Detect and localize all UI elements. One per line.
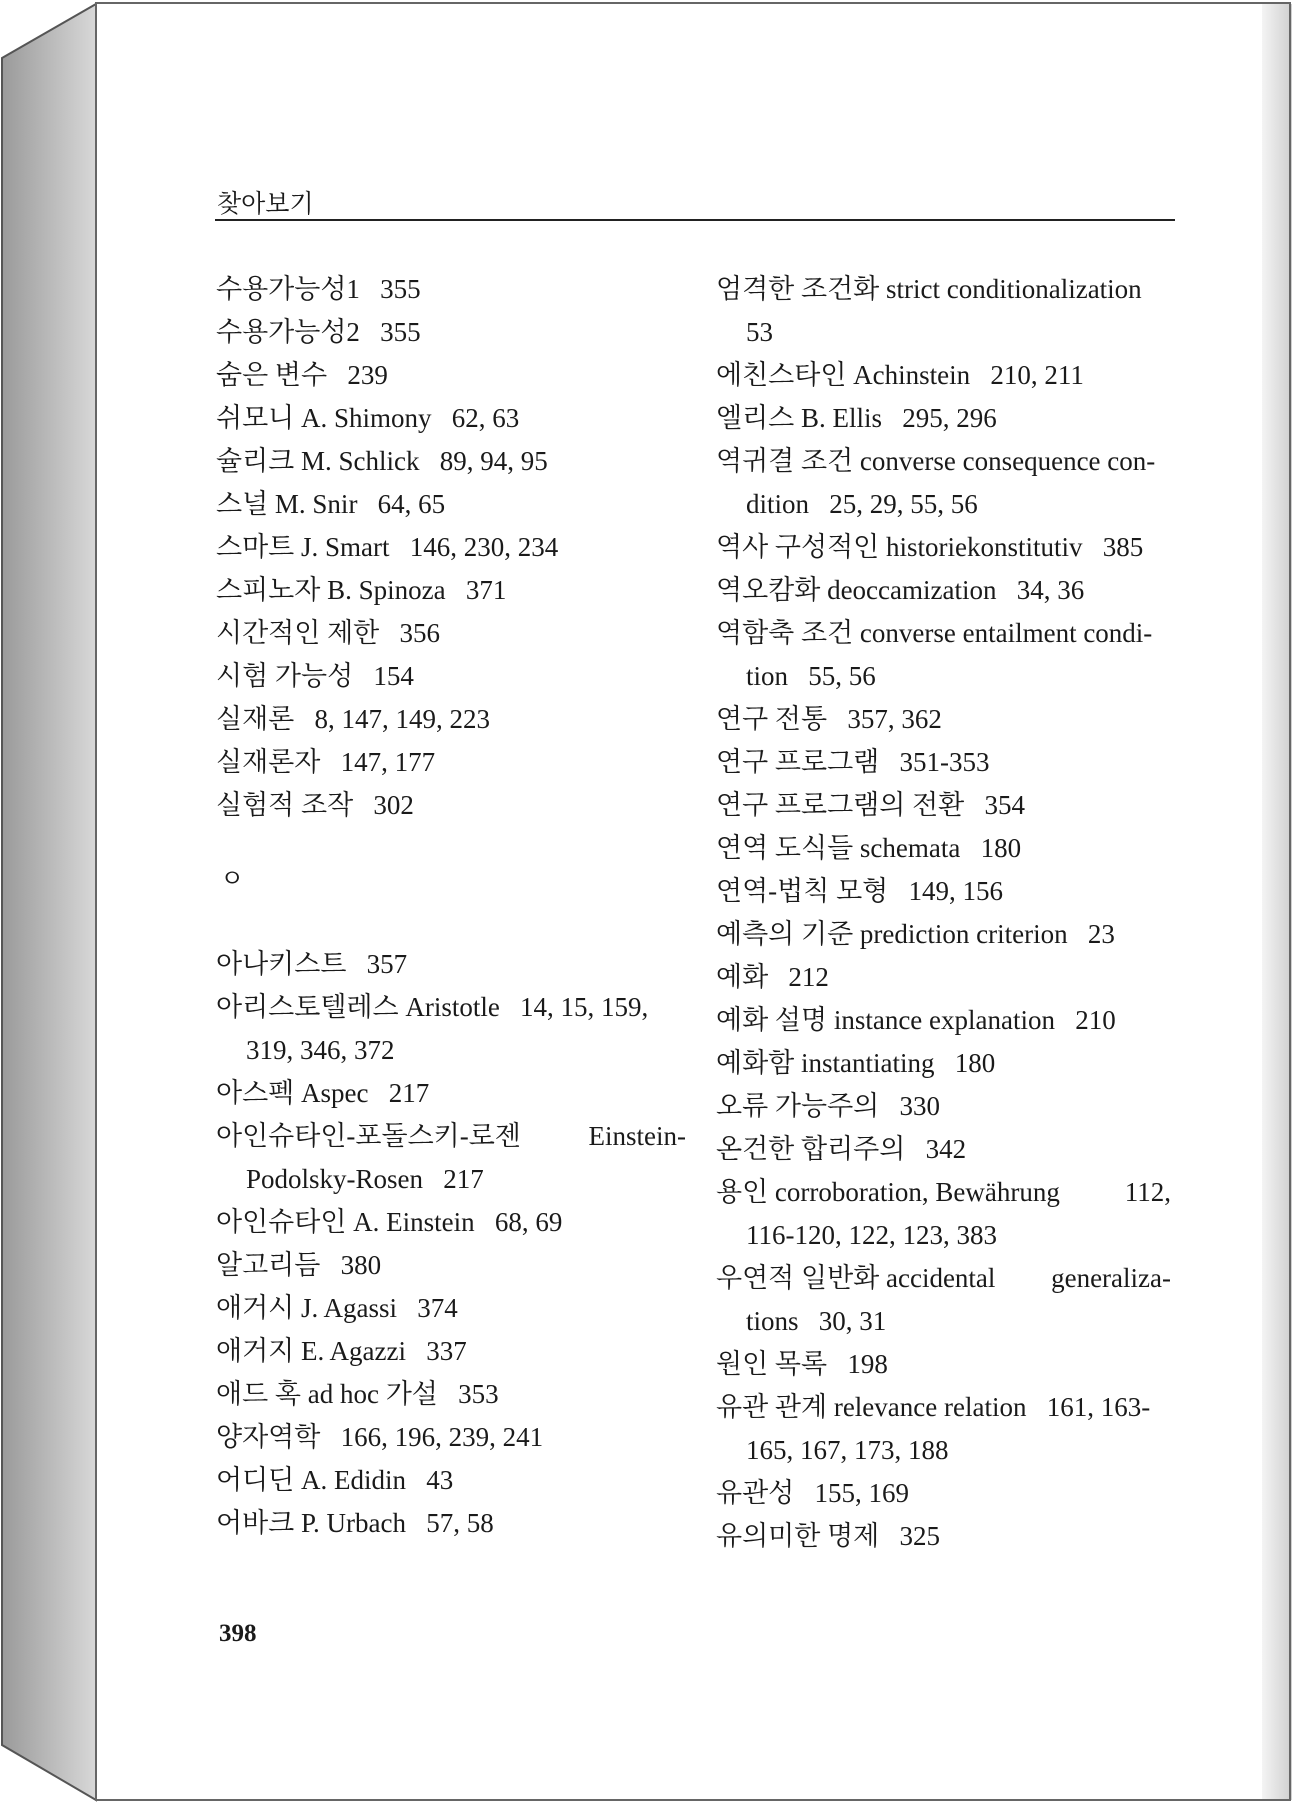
index-entry: 스널 M. Snir 64, 65	[216, 489, 446, 519]
index-entry-term: 용인 corroboration, Bewährung	[716, 1177, 1060, 1207]
index-entry: 아나키스트 357	[216, 949, 408, 979]
index-entry: 역오캄화 deoccamization 34, 36	[716, 575, 1085, 605]
index-entry: 오류 가능주의 330	[716, 1091, 940, 1121]
section-heading: ㅇ	[220, 864, 245, 893]
index-entry: 실험적 조작 302	[216, 790, 414, 820]
index-entry-continued: 319, 346, 372	[246, 1035, 395, 1065]
index-entry-continued: dition 25, 29, 55, 56	[746, 489, 978, 519]
index-entry: 엄격한 조건화 strict conditionalization	[716, 274, 1142, 304]
index-entry: 유관성 155, 169	[716, 1478, 909, 1508]
book-spine	[2, 4, 96, 1800]
index-entry-continued: Podolsky-Rosen 217	[246, 1164, 484, 1194]
index-entry: 아인슈타인 A. Einstein 68, 69	[216, 1207, 563, 1237]
index-entry: 예화함 instantiating 180	[716, 1048, 996, 1078]
index-entry: 실재론자 147, 177	[216, 747, 436, 777]
index-entry: 애거지 E. Agazzi 337	[216, 1336, 467, 1366]
index-entry: 스마트 J. Smart 146, 230, 234	[216, 532, 559, 562]
index-entry-continuation: generaliza-	[1051, 1263, 1171, 1293]
index-entry: 숨은 변수 239	[216, 360, 388, 390]
index-entry: 연역 도식들 schemata 180	[716, 833, 1022, 863]
index-entry: 엘리스 B. Ellis 295, 296	[716, 403, 997, 433]
index-entry: 애거시 J. Agassi 374	[216, 1293, 458, 1323]
index-entry-continued: 53	[746, 317, 773, 347]
index-entry: 역함축 조건 converse entailment condi-	[716, 618, 1153, 648]
index-entry-term: 우연적 일반화 accidental	[716, 1263, 996, 1293]
index-entry	[216, 1115, 686, 1158]
index-entry: 예화 설명 instance explanation 210	[716, 1005, 1116, 1035]
index-entry	[716, 1257, 1171, 1300]
index-entry-continued: 165, 167, 173, 188	[746, 1435, 949, 1465]
index-entry-continued: tions 30, 31	[746, 1306, 887, 1336]
index-entry: 애드 혹 ad hoc 가설 353	[216, 1379, 499, 1409]
page-edge	[1262, 4, 1292, 1800]
page-number: 398	[219, 1620, 257, 1647]
index-entry	[716, 1171, 1171, 1214]
index-entry: 시간적인 제한 356	[216, 618, 440, 648]
index-entry: 쉬모니 A. Shimony 62, 63	[216, 403, 520, 433]
index-entry: 연역-법칙 모형 149, 156	[716, 876, 1003, 906]
index-entry: 원인 목록 198	[716, 1349, 888, 1379]
index-entry: 예화 212	[716, 962, 829, 992]
index-entry: 역귀결 조건 converse consequence con-	[716, 446, 1156, 476]
index-entry: 유관 관계 relevance relation 161, 163-	[716, 1392, 1151, 1422]
index-entry: 아리스토텔레스 Aristotle 14, 15, 159,	[216, 992, 649, 1022]
index-entry: 알고리듬 380	[216, 1250, 382, 1280]
index-entry: 예측의 기준 prediction criterion 23	[716, 919, 1115, 949]
index-entry-continuation: Einstein-	[588, 1121, 686, 1151]
index-entry: 에친스타인 Achinstein 210, 211	[716, 360, 1084, 390]
index-entry: 수용가능성1 355	[216, 274, 421, 304]
index-entry: 스피노자 B. Spinoza 371	[216, 575, 507, 605]
index-entry-term: 아인슈타인-포돌스키-로젠	[216, 1121, 521, 1151]
running-head: 찾아보기	[217, 189, 314, 218]
index-column-left	[216, 268, 686, 1545]
index-entry: 수용가능성2 355	[216, 317, 421, 347]
index-entry: 연구 프로그램 351-353	[716, 747, 990, 777]
index-entry-continuation: 112,	[1124, 1177, 1171, 1207]
index-entry: 실재론 8, 147, 149, 223	[216, 704, 490, 734]
index-entry: 연구 전통 357, 362	[716, 704, 942, 734]
index-entry: 아스펙 Aspec 217	[216, 1078, 430, 1108]
index-entry-continued: tion 55, 56	[746, 661, 876, 691]
index-column-right	[716, 268, 1171, 1558]
index-entry: 어디딘 A. Edidin 43	[216, 1465, 454, 1495]
index-entry-continued: 116-120, 122, 123, 383	[746, 1220, 997, 1250]
index-entry: 양자역학 166, 196, 239, 241	[216, 1422, 544, 1452]
index-entry: 역사 구성적인 historiekonstitutiv 385	[716, 532, 1144, 562]
header-rule	[215, 219, 1175, 221]
index-entry: 시험 가능성 154	[216, 661, 414, 691]
index-entry: 연구 프로그램의 전환 354	[716, 790, 1025, 820]
index-entry: 슐리크 M. Schlick 89, 94, 95	[216, 446, 548, 476]
index-entry: 온건한 합리주의 342	[716, 1134, 967, 1164]
index-entry: 어바크 P. Urbach 57, 58	[216, 1508, 494, 1538]
index-entry: 유의미한 명제 325	[716, 1521, 940, 1551]
